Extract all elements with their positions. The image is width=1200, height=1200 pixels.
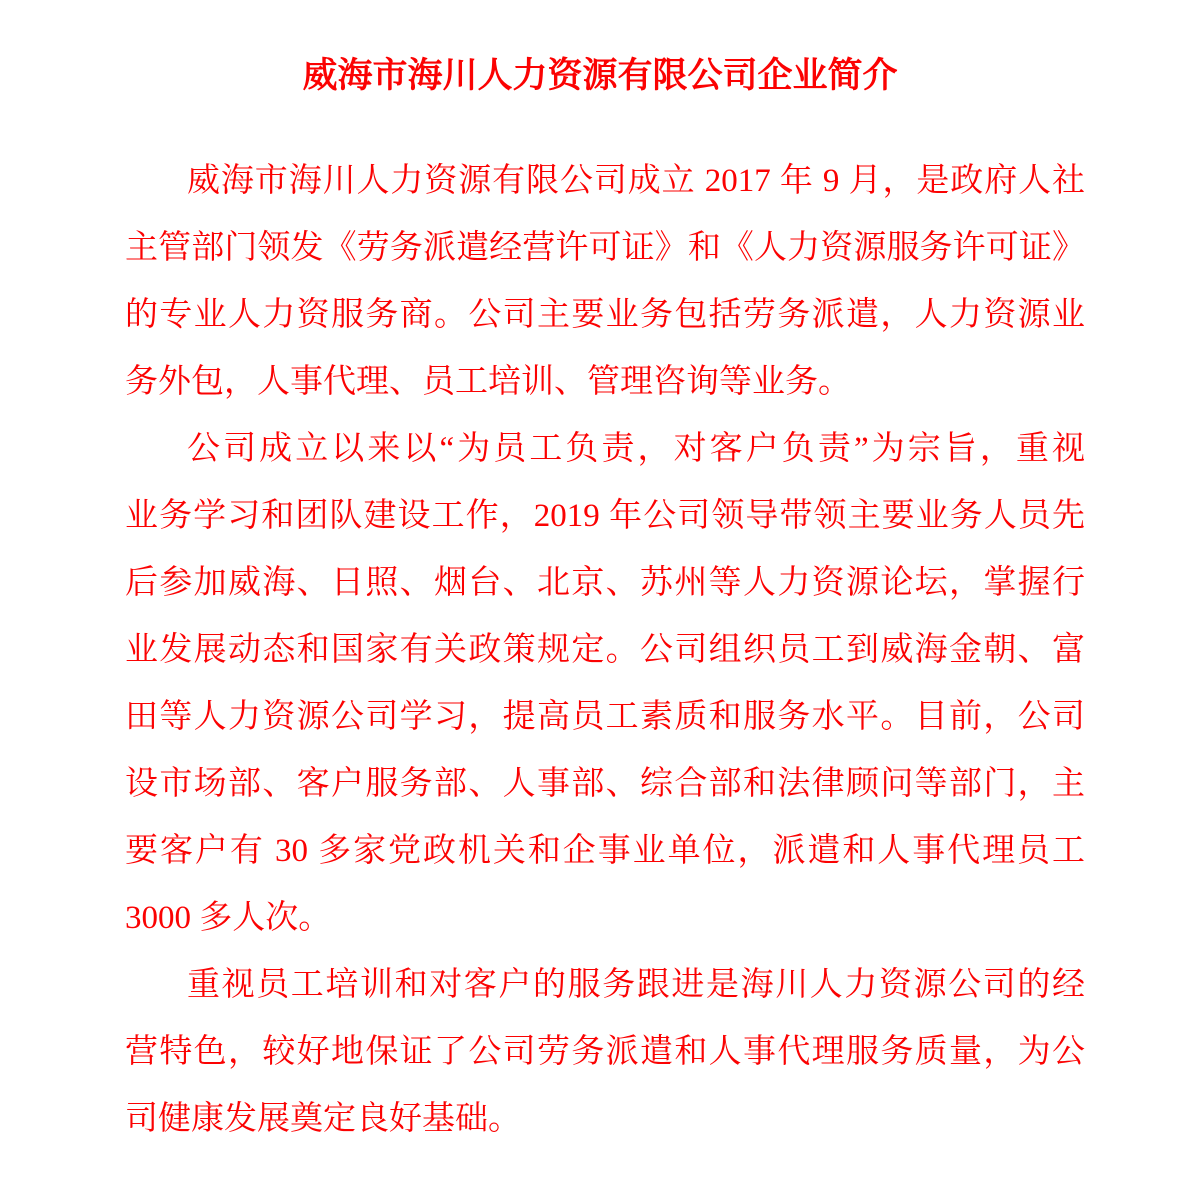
paragraph <box>125 148 1085 416</box>
text-line: 业务学习和团队建设工作，2019 年公司领导带领主要业务人员先 <box>125 498 1085 534</box>
document-body <box>125 148 1085 1153</box>
text-line: 营特色，较好地保证了公司劳务派遣和人事代理服务质量，为公 <box>125 1034 1085 1070</box>
text-line: 3000 多人次。 <box>125 900 332 936</box>
paragraph <box>125 952 1085 1153</box>
page-title: 威海市海川人力资源有限公司企业简介 <box>302 56 898 95</box>
text-line: 要客户有 30 多家党政机关和企事业单位，派遣和人事代理员工 <box>125 833 1085 869</box>
text-line: 务外包，人事代理、员工培训、管理咨询等业务。 <box>125 364 851 400</box>
text-line: 公司成立以来以“为员工负责，对客户负责”为宗旨，重视 <box>187 431 1085 467</box>
text-line: 主管部门领发《劳务派遣经营许可证》和《人力资源服务许可证》 <box>125 230 1085 266</box>
text-line: 后参加威海、日照、烟台、北京、苏州等人力资源论坛，掌握行 <box>125 565 1085 601</box>
text-line: 重视员工培训和对客户的服务跟进是海川人力资源公司的经 <box>187 967 1085 1003</box>
text-line: 田等人力资源公司学习，提高员工素质和服务水平。目前，公司 <box>125 699 1085 735</box>
paragraph <box>125 416 1085 952</box>
text-line: 司健康发展奠定良好基础。 <box>125 1101 521 1137</box>
text-line: 的专业人力资服务商。公司主要业务包括劳务派遣，人力资源业 <box>125 297 1085 333</box>
text-line: 设市场部、客户服务部、人事部、综合部和法律顾问等部门，主 <box>125 766 1085 802</box>
text-line: 业发展动态和国家有关政策规定。公司组织员工到威海金朝、富 <box>125 632 1085 668</box>
text-line: 威海市海川人力资源有限公司成立 2017 年 9 月，是政府人社 <box>187 163 1085 199</box>
